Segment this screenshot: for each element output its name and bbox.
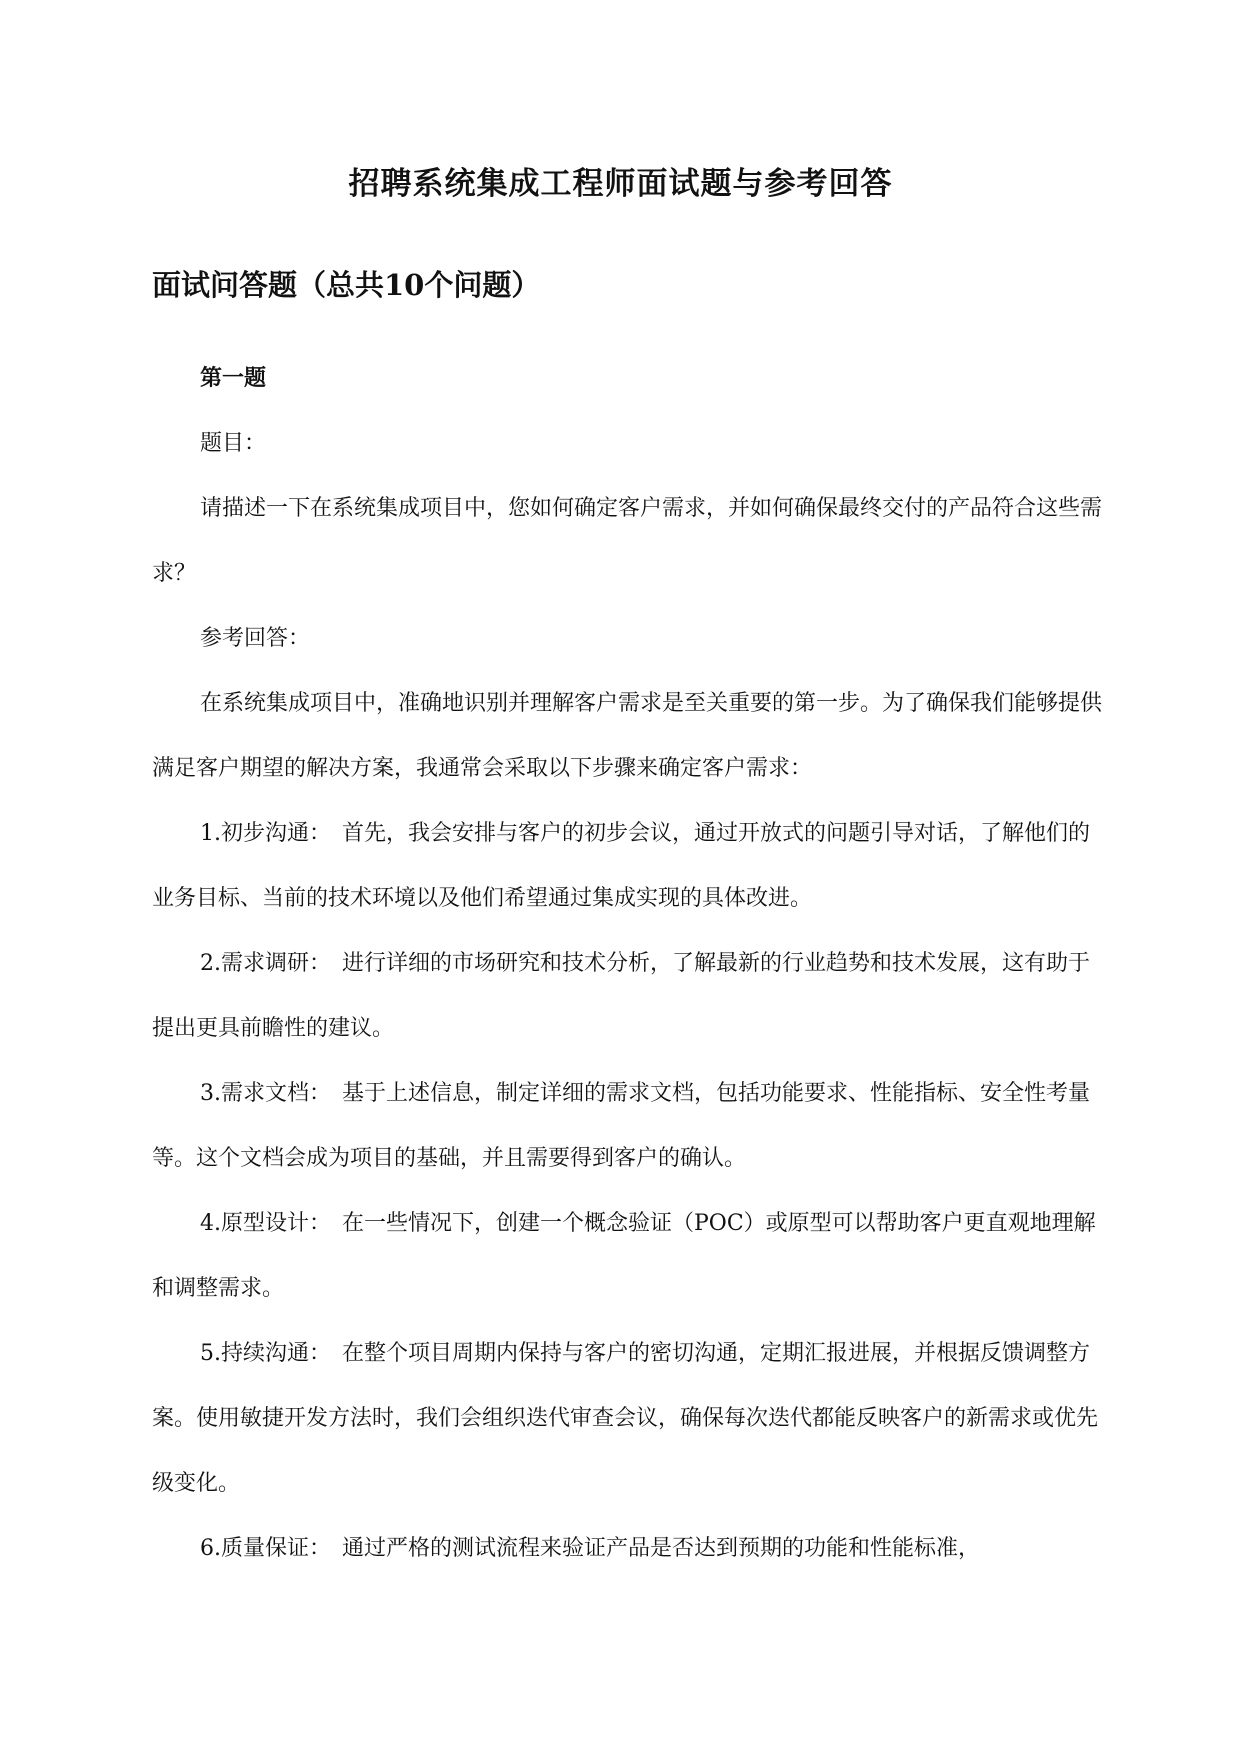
- question-content: [152, 346, 1102, 1581]
- answer-intro: 在系统集成项目中，准确地识别并理解客户需求是至关重要的第一步。为了确保我们能够提供满足客户期望的解决方案，我通常会采取以下步骤来确定客户需求：: [152, 691, 1103, 781]
- question-label: 第一题: [200, 365, 267, 391]
- answer-label: 参考回答：: [200, 626, 311, 651]
- answer-step: 6.质量保证： 通过严格的测试流程来验证产品是否达到预期的功能和性能标准，: [200, 1536, 980, 1561]
- answer-step: 2.需求调研： 进行详细的市场研究和技术分析，了解最新的行业趋势和技术发展，这有助于提出更具前瞻性的建议。: [152, 951, 1090, 1041]
- topic-text: 请描述一下在系统集成项目中，您如何确定客户需求，并如何确保最终交付的产品符合这些需求？: [152, 496, 1103, 586]
- section-heading: 面试问答题（总共10个问题）: [152, 268, 541, 302]
- answer-step: 1.初步沟通： 首先，我会安排与客户的初步会议，通过开放式的问题引导对话，了解他们的业务目标、当前的技术环境以及他们希望通过集成实现的具体改进。: [152, 821, 1090, 911]
- answer-step: 5.持续沟通： 在整个项目周期内保持与客户的密切沟通，定期汇报进展，并根据反馈调整方案。使用敏捷开发方法时，我们会组织迭代审查会议，确保每次迭代都能反映客户的新需求或优先级变化。: [152, 1341, 1099, 1496]
- topic-label: 题目：: [200, 431, 267, 456]
- answer-step: 3.需求文档： 基于上述信息，制定详细的需求文档，包括功能要求、性能指标、安全性考量等。这个文档会成为项目的基础，并且需要得到客户的确认。: [152, 1081, 1090, 1171]
- document-title: 招聘系统集成工程师面试题与参考回答: [348, 166, 893, 202]
- answer-step: 4.原型设计： 在一些情况下，创建一个概念验证（POC）或原型可以帮助客户更直观地理解和调整需求。: [152, 1211, 1096, 1301]
